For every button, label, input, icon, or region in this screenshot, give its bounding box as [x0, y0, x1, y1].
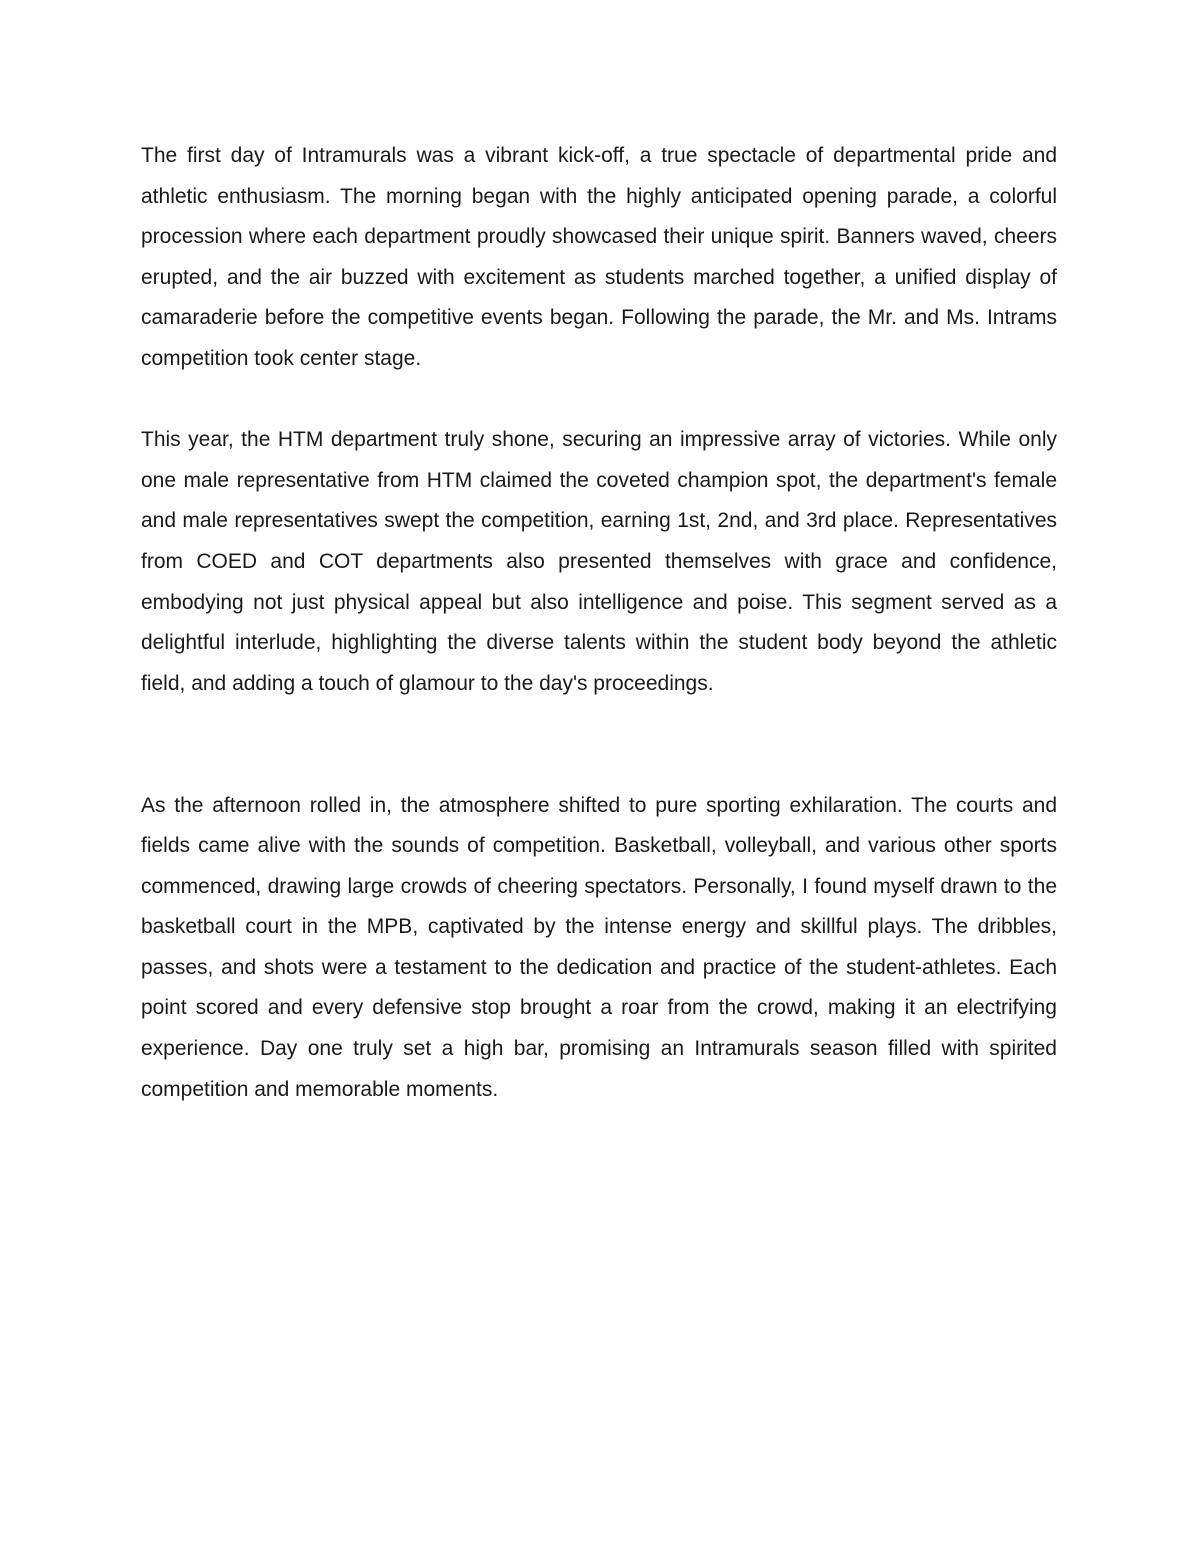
- document-body: [141, 136, 1057, 1110]
- paragraph-afternoon-sports: As the afternoon rolled in, the atmosphere shifted to pure sporting exhilaration. The courts and fields came alive with the sounds of competition. Basketball, volleyball, and various other sports commenced, drawing large crowds of cheering spectators. Personally, I found myself drawn to the basketball court in the MPB, captivated by the intense energy and skillful plays. The dribbles, passes, and shots were a testament to the dedication and practice of the student-athletes. Each point scored and every defensive stop brought a roar from the crowd, making it an electrifying experience. Day one truly set a high bar, promising an Intramurals season filled with spirited competition and memorable moments.: [141, 793, 1057, 1101]
- paragraph-mr-ms-intrams: This year, the HTM department truly shone, securing an impressive array of victories. While only one male representative from HTM claimed the coveted champion spot, the department's female and male representatives swept the competition, earning 1st, 2nd, and 3rd place. Representatives from COED and COT departments also presented themselves with grace and confidence, embodying not just physical appeal but also intelligence and poise. This segment served as a delightful interlude, highlighting the diverse talents within the student body beyond the athletic field, and adding a touch of glamour to the day's proceedings.: [141, 428, 1057, 695]
- paragraph-opening-parade: The first day of Intramurals was a vibrant kick-off, a true spectacle of departmental pride and athletic enthusiasm. The morning began with the highly anticipated opening parade, a colorful procession where each department proudly showcased their unique spirit. Banners waved, cheers erupted, and the air buzzed with excitement as students marched together, a unified display of camaraderie before the competitive events began. Following the parade, the Mr. and Ms. Intrams competition took center stage.: [141, 144, 1057, 370]
